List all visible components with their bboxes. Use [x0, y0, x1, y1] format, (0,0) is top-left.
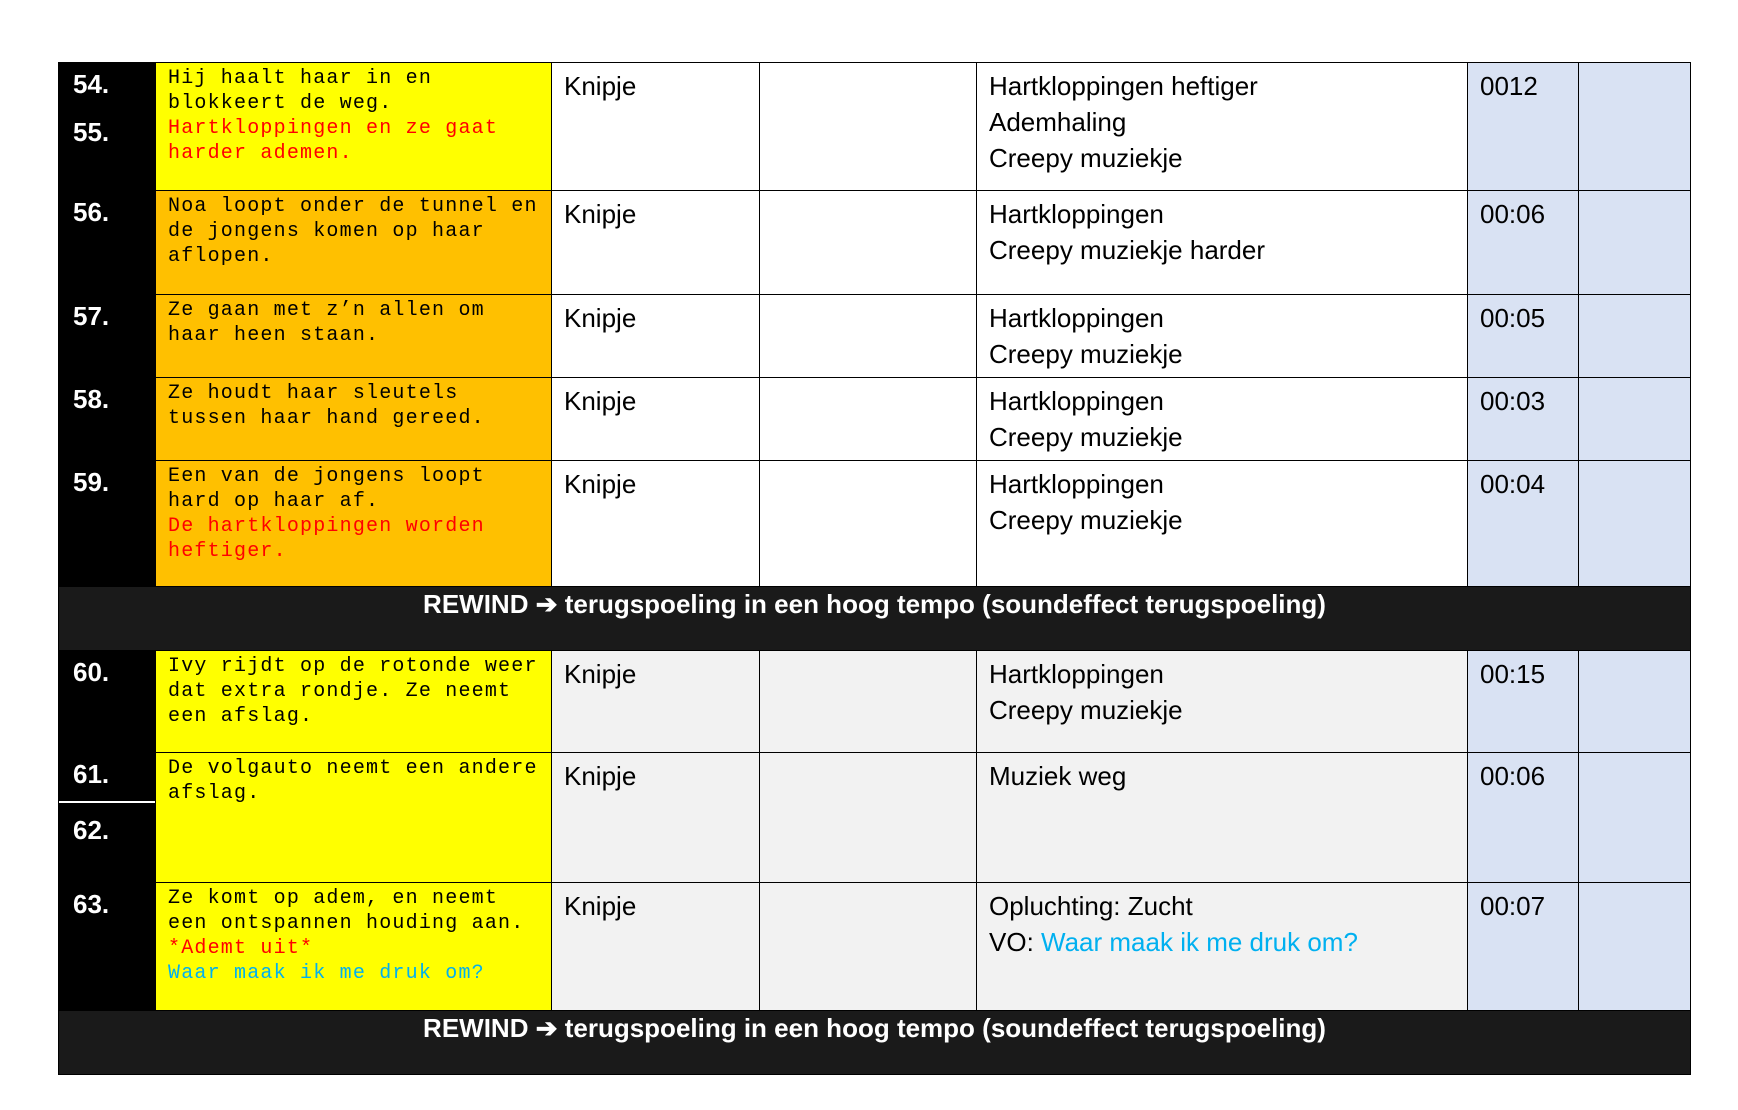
empty-cell	[760, 378, 977, 461]
table-row	[59, 753, 1691, 883]
duration: 00:07	[1468, 883, 1579, 1011]
empty-cell	[760, 191, 977, 295]
sound-cell: Opluchting: Zucht VO: Waar maak ik me druk om?	[977, 883, 1468, 1011]
empty-cell	[1579, 295, 1691, 378]
duration: 0012	[1468, 63, 1579, 191]
empty-cell	[1579, 191, 1691, 295]
duration: 00:06	[1468, 753, 1579, 883]
table-row	[59, 883, 1691, 1011]
shot-number: 57.	[59, 295, 156, 378]
vo-prefix: VO:	[989, 927, 1042, 957]
scene-description: Een van de jongens loopt hard op haar af. De hartkloppingen worden heftiger.	[156, 461, 552, 587]
shot-type: Knipje	[552, 461, 760, 587]
scene-description: Hij haalt haar in en blokkeert de weg. Hartkloppingen en ze gaat harder ademen.	[156, 63, 552, 191]
empty-cell	[1579, 461, 1691, 587]
sound-cell: Hartkloppingen Creepy muziekje	[977, 651, 1468, 753]
empty-cell	[760, 651, 977, 753]
rewind-text: REWIND ➔ terugspoeling in een hoog tempo (soundeffect terugspoeling)	[59, 587, 1691, 651]
scene-description: Ze komt op adem, en neemt een ontspannen houding aan. *Ademt uit* Waar maak ik me druk om?	[156, 883, 552, 1011]
empty-cell	[1579, 651, 1691, 753]
duration: 00:06	[1468, 191, 1579, 295]
scene-description: Ze gaan met z’n allen om haar heen staan.	[156, 295, 552, 378]
empty-cell	[760, 883, 977, 1011]
rewind-banner	[59, 587, 1691, 651]
empty-cell	[760, 295, 977, 378]
scene-description: Noa loopt onder de tunnel en de jongens komen op haar aflopen.	[156, 191, 552, 295]
duration: 00:05	[1468, 295, 1579, 378]
table-row	[59, 191, 1691, 295]
sound-cell: Hartkloppingen heftiger Ademhaling Creepy muziekje	[977, 63, 1468, 191]
table-row	[59, 651, 1691, 753]
storyboard-table	[58, 62, 1690, 1075]
table-row	[59, 378, 1691, 461]
empty-cell	[1579, 63, 1691, 191]
rewind-banner	[59, 1011, 1691, 1075]
scene-description: De volgauto neemt een andere afslag.	[156, 753, 552, 883]
scene-description: Ivy rijdt op de rotonde weer dat extra rondje. Ze neemt een afslag.	[156, 651, 552, 753]
empty-cell	[760, 753, 977, 883]
sound-cell: Hartkloppingen Creepy muziekje	[977, 378, 1468, 461]
shot-number: 60.	[59, 651, 156, 753]
sound-cell: Hartkloppingen Creepy muziekje	[977, 295, 1468, 378]
shot-type: Knipje	[552, 63, 760, 191]
table-row	[59, 63, 1691, 191]
empty-cell	[760, 63, 977, 191]
shot-number: 56.	[59, 191, 156, 295]
shot-type: Knipje	[552, 191, 760, 295]
empty-cell	[1579, 883, 1691, 1011]
shot-number: 63.	[59, 883, 156, 1011]
shot-number: 54. 55.	[59, 63, 156, 191]
shot-type: Knipje	[552, 295, 760, 378]
table-row	[59, 461, 1691, 587]
scene-description: Ze houdt haar sleutels tussen haar hand gereed.	[156, 378, 552, 461]
table-row	[59, 295, 1691, 378]
shot-number: 58.	[59, 378, 156, 461]
shot-type: Knipje	[552, 378, 760, 461]
shot-type: Knipje	[552, 753, 760, 883]
empty-cell	[1579, 753, 1691, 883]
shot-number: 61. 62.	[59, 753, 156, 883]
sound-cell: Muziek weg	[977, 753, 1468, 883]
empty-cell	[1579, 378, 1691, 461]
shot-number: 59.	[59, 461, 156, 587]
shot-type: Knipje	[552, 883, 760, 1011]
sound-cell: Hartkloppingen Creepy muziekje	[977, 461, 1468, 587]
shot-type: Knipje	[552, 651, 760, 753]
duration: 00:03	[1468, 378, 1579, 461]
duration: 00:15	[1468, 651, 1579, 753]
duration: 00:04	[1468, 461, 1579, 587]
vo-text: Waar maak ik me druk om?	[1041, 927, 1358, 957]
rewind-text: REWIND ➔ terugspoeling in een hoog tempo (soundeffect terugspoeling)	[59, 1011, 1691, 1075]
empty-cell	[760, 461, 977, 587]
sound-cell: Hartkloppingen Creepy muziekje harder	[977, 191, 1468, 295]
